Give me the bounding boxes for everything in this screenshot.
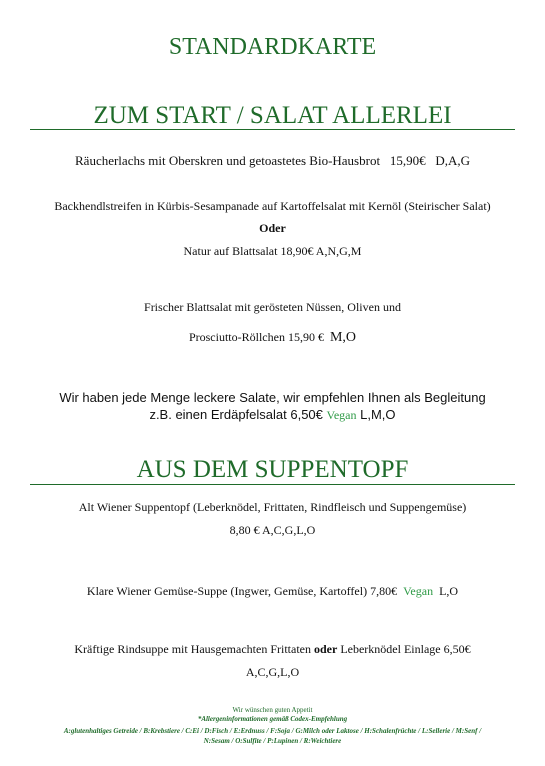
vegan-badge: Vegan [326, 408, 357, 422]
item-allergens: L,M,O [360, 407, 396, 422]
section-divider [30, 484, 515, 485]
item-text: z.B. einen Erdäpfelsalat 6,50€ [149, 407, 323, 422]
item-price: 15,90€ [389, 153, 426, 168]
item-text: Prosciutto-Röllchen 15,90 € [188, 330, 324, 344]
oder-label: Oder [259, 221, 286, 235]
section-divider [30, 129, 515, 130]
vegan-badge: Vegan [403, 584, 434, 598]
item-name: Räucherlachs mit Oberskren und getoastetes Bio-Hausbrot [75, 153, 381, 168]
section-heading-suppentopf: AUS DEM SUPPENTOPF [136, 456, 409, 483]
begleitung-text: Wir haben jede Menge leckere Salate, wir empfehlen Ihnen als Begleitung [59, 390, 486, 405]
item-allergens: L,O [439, 584, 459, 598]
item-allergens: M,O [329, 330, 357, 345]
menu-item-rindsuppe-allergens: A,C,G,L,O [245, 665, 300, 679]
page-title: STANDARDKARTE [168, 34, 377, 60]
item-allergens: D,A,G [435, 153, 470, 168]
item-text-2: Leberknödel Einlage 6,50€ [340, 642, 471, 656]
menu-item-blattsalat: Frischer Blattsalat mit gerösteten Nüssen, Oliven und [144, 300, 401, 314]
section-heading-start: ZUM START / SALAT ALLERLEI [93, 102, 452, 129]
footer-allergen-list-2: N:Sesam / O:Sulfite / P:Lupinen / R:Weichtiere [203, 737, 342, 745]
menu-item-suppentopf: Alt Wiener Suppentopf (Leberknödel, Frittaten, Rindfleisch und Suppengemüse) [78, 500, 467, 514]
begleitung-erdaepfelsalat [0, 407, 545, 423]
item-text: Kräftige Rindsuppe mit Hausgemachten Frittaten [74, 642, 311, 656]
menu-item-backhendl-natur: Natur auf Blattsalat 18,90€ A,N,G,M [183, 244, 362, 258]
menu-item-blattsalat-price [0, 330, 545, 345]
footer-allergen-info: *Allergeninformationen gemäß Codex-Empfehlung [197, 715, 348, 723]
oder-label: oder [313, 642, 338, 656]
menu-item-lachs [0, 153, 545, 169]
footer-greeting: Wir wünschen guten Appetit [232, 706, 313, 714]
footer-allergen-list-1: A:glutenhaltiges Getreide / B:Krebstiere / C:Ei / D:Fisch / E:Erdnuss / F:Soja / G:Milch oder Laktose / H:Schalenfrüchte / L:Sellerie / M:Senf / [63, 727, 482, 735]
menu-item-gemuesesuppe [0, 584, 545, 599]
menu-item-rindsuppe [0, 642, 545, 657]
menu-item-backhendl: Backhendlstreifen in Kürbis-Sesampanade auf Kartoffelsalat mit Kernöl (Steirischer Salat) [54, 199, 491, 213]
item-text: Klare Wiener Gemüse-Suppe (Ingwer, Gemüse, Kartoffel) 7,80€ [86, 584, 398, 598]
menu-item-suppentopf-price: 8,80 € A,C,G,L,O [229, 523, 316, 537]
